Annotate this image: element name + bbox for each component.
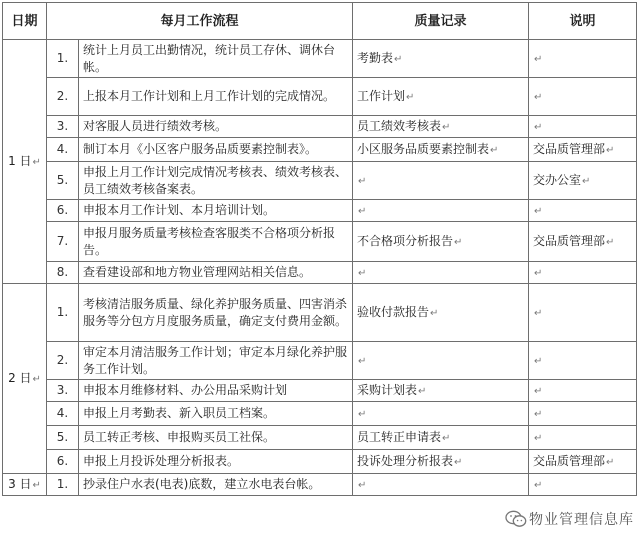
task-text: 审定本月清洁服务工作计划；审定本月绿化养护服务工作计划。 [79,342,353,380]
task-text: 对客服人员进行绩效考核。 [79,116,353,138]
record-cell: 验收付款报告↵ [353,284,529,342]
task-text: 申报本月工作计划、本月培训计划。 [79,200,353,222]
record-cell: 考勤表↵ [353,40,529,78]
date-cell: 1 日↵ [3,40,47,284]
task-text: 申报上月考勤表、新入职员工档案。 [79,402,353,426]
watermark-text: 物业管理信息库 [529,512,634,528]
table-row [3,162,637,200]
header-process: 每月工作流程 [47,3,353,40]
row-number: 1. [47,40,79,78]
note-cell: ↵ [529,78,637,116]
note-cell: ↵ [529,380,637,402]
table-row [3,222,637,262]
table-row [3,116,637,138]
row-number: 1. [47,474,79,496]
record-cell: 投诉处理分析报表↵ [353,450,529,474]
monthly-workflow-table [2,2,637,496]
record-cell: 采购计划表↵ [353,380,529,402]
record-cell: 工作计划↵ [353,78,529,116]
row-number: 4. [47,138,79,162]
task-text: 申报上月工作计划完成情况考核表、绩效考核表、员工绩效考核备案表。 [79,162,353,200]
note-cell: ↵ [529,426,637,450]
task-text: 抄录住户水表(电表)底数，建立水电表台帐。 [79,474,353,496]
record-cell: ↵ [353,402,529,426]
task-text: 申报本月维修材料、办公用品采购计划 [79,380,353,402]
record-cell: ↵ [353,162,529,200]
note-cell: 交品质管理部↵ [529,222,637,262]
header-row [3,3,637,40]
record-cell: ↵ [353,262,529,284]
table-row [3,474,637,496]
note-cell: ↵ [529,474,637,496]
table-row [3,40,637,78]
wechat-icon [505,510,527,528]
note-cell: 交品质管理部↵ [529,450,637,474]
note-cell: 交品质管理部↵ [529,138,637,162]
table-row [3,380,637,402]
record-cell: ↵ [353,474,529,496]
task-text: 员工转正考核、申报购买员工社保。 [79,426,353,450]
row-number: 2. [47,78,79,116]
date-cell: 2 日↵ [3,284,47,474]
table-row [3,138,637,162]
row-number: 1. [47,284,79,342]
row-number: 5. [47,426,79,450]
note-cell: ↵ [529,116,637,138]
table-row [3,262,637,284]
table-row [3,200,637,222]
note-cell: 交办公室↵ [529,162,637,200]
record-cell: 小区服务品质要素控制表↵ [353,138,529,162]
record-cell: 不合格项分析报告↵ [353,222,529,262]
row-number: 6. [47,200,79,222]
row-number: 8. [47,262,79,284]
task-text: 查看建设部和地方物业管理网站相关信息。 [79,262,353,284]
note-cell: ↵ [529,200,637,222]
header-note: 说明 [529,3,637,40]
table-row [3,342,637,380]
table-row [3,402,637,426]
row-number: 7. [47,222,79,262]
row-number: 4. [47,402,79,426]
row-number: 3. [47,116,79,138]
record-cell: 员工绩效考核表↵ [353,116,529,138]
note-cell: ↵ [529,284,637,342]
row-number: 3. [47,380,79,402]
record-cell: ↵ [353,200,529,222]
record-cell: ↵ [353,342,529,380]
date-cell: 3 日↵ [3,474,47,496]
task-text: 申报上月投诉处理分析报表。 [79,450,353,474]
note-cell: ↵ [529,402,637,426]
table-row [3,450,637,474]
note-cell: ↵ [529,342,637,380]
table-row [3,78,637,116]
task-text: 统计上月员工出勤情况，统计员工存休、调休台帐。 [79,40,353,78]
note-cell: ↵ [529,40,637,78]
row-number: 6. [47,450,79,474]
table-row [3,284,637,342]
task-text: 上报本月工作计划和上月工作计划的完成情况。 [79,78,353,116]
header-date: 日期 [3,3,47,40]
record-cell: 员工转正申请表↵ [353,426,529,450]
task-text: 考核清洁服务质量、绿化养护服务质量、四害消杀服务等分包方月度服务质量，确定支付费用金额。 [79,284,353,342]
row-number: 5. [47,162,79,200]
row-number: 2. [47,342,79,380]
header-record: 质量记录 [353,3,529,40]
task-text: 制订本月《小区客户服务品质要素控制表》。 [79,138,353,162]
table-row [3,426,637,450]
task-text: 申报月服务质量考核检查客服类不合格项分析报告。 [79,222,353,262]
watermark [501,508,638,530]
note-cell: ↵ [529,262,637,284]
